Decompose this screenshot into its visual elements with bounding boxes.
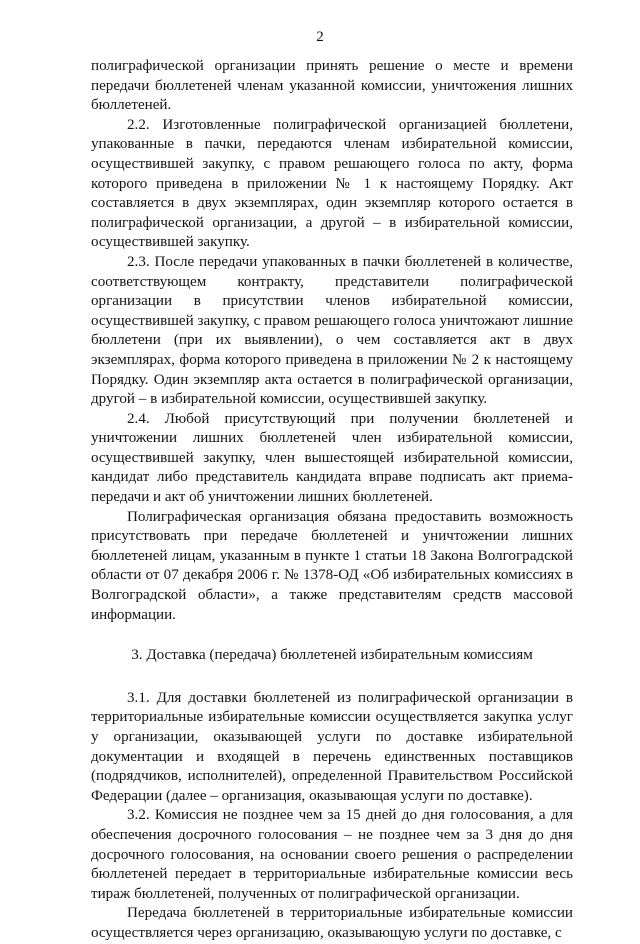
document-body: [91, 57, 573, 944]
paragraph-2-4: 2.4. Любой присутствующий при получении бюллетеней и уничтожении лишних бюллетеней член избирательной комиссии, осуществившей закупку, член вышестоящей избирательной комиссии, кандидат либо представитель кандидата вправе подписать акт приема-передачи и акт об уничтожении лишних бюллетеней.: [91, 410, 573, 506]
page-number: 2: [316, 29, 324, 45]
section-heading: 3. Доставка (передача) бюллетеней избирательным комиссиям: [131, 647, 533, 664]
paragraph-3-1: 3.1. Для доставки бюллетеней из полиграфической организации в территориальные избирательные комиссии осуществляется закупка услуг у организации, оказывающей услуги по доставке избирательной документации и входящей в перечень единственных поставщиков (подрядчиков, исполнителей), определенной Правительством Российской Федерации (далее – организация, оказывающая услуги по доставке).: [91, 689, 573, 804]
paragraph-transfer: Передача бюллетеней в территориальные избирательные комиссии осуществляется через организацию, оказывающую услуги по доставке, с: [91, 905, 573, 941]
paragraph-3-2: 3.2. Комиссия не позднее чем за 15 дней до дня голосования, а для обеспечения досрочного голосования – не позднее чем за 3 дня до дня досрочного голосования, на основании своего решения о распределении бюллетеней передает в территориальные избирательные комиссии весь тираж бюллетеней, полученных от полиграфической организации.: [91, 807, 573, 902]
paragraph-observers: Полиграфическая организация обязана предоставить возможность присутствовать при передаче бюллетеней и уничтожении лишних бюллетеней лицам, указанным в пункте 1 статьи 18 Закона Волгоградской области от 07 декабря 2006 г. № 1378-ОД «Об избирательных комиссиях в Волгоградской области», а также представителям средств массовой информации.: [91, 508, 573, 623]
paragraph-continuation: полиграфической организации принять решение о месте и времени передачи бюллетеней членам указанной комиссии, уничтожения лишних бюллетеней.: [91, 58, 573, 114]
paragraph-2-3: 2.3. После передачи упакованных в пачки бюллетеней в количестве, соответствующем контракту, представители полиграфической организации в присутствии членов избирательной комиссии, осуществившей закупку, с правом решающего голоса уничтожают лишние бюллетени (при их выявлении), о чем составляется акт в двух экземплярах, форма которого приведена в приложении № 2 к настоящему Порядку. Один экземпляр акта остается в полиграфической организации, другой – в избирательной комиссии, осуществившей закупку.: [91, 253, 573, 408]
paragraph-2-2: 2.2. Изготовленные полиграфической организацией бюллетени, упакованные в пачки, передаются членам избирательной комиссии, осуществившей закупку, с правом решающего голоса по акту, форма которого приведена в приложении № 1 к настоящему Порядку. Акт составляется в двух экземплярах, один экземпляр которого остается в полиграфической организации, а другой – в избирательной комиссии, осуществившей закупку.: [91, 116, 573, 251]
